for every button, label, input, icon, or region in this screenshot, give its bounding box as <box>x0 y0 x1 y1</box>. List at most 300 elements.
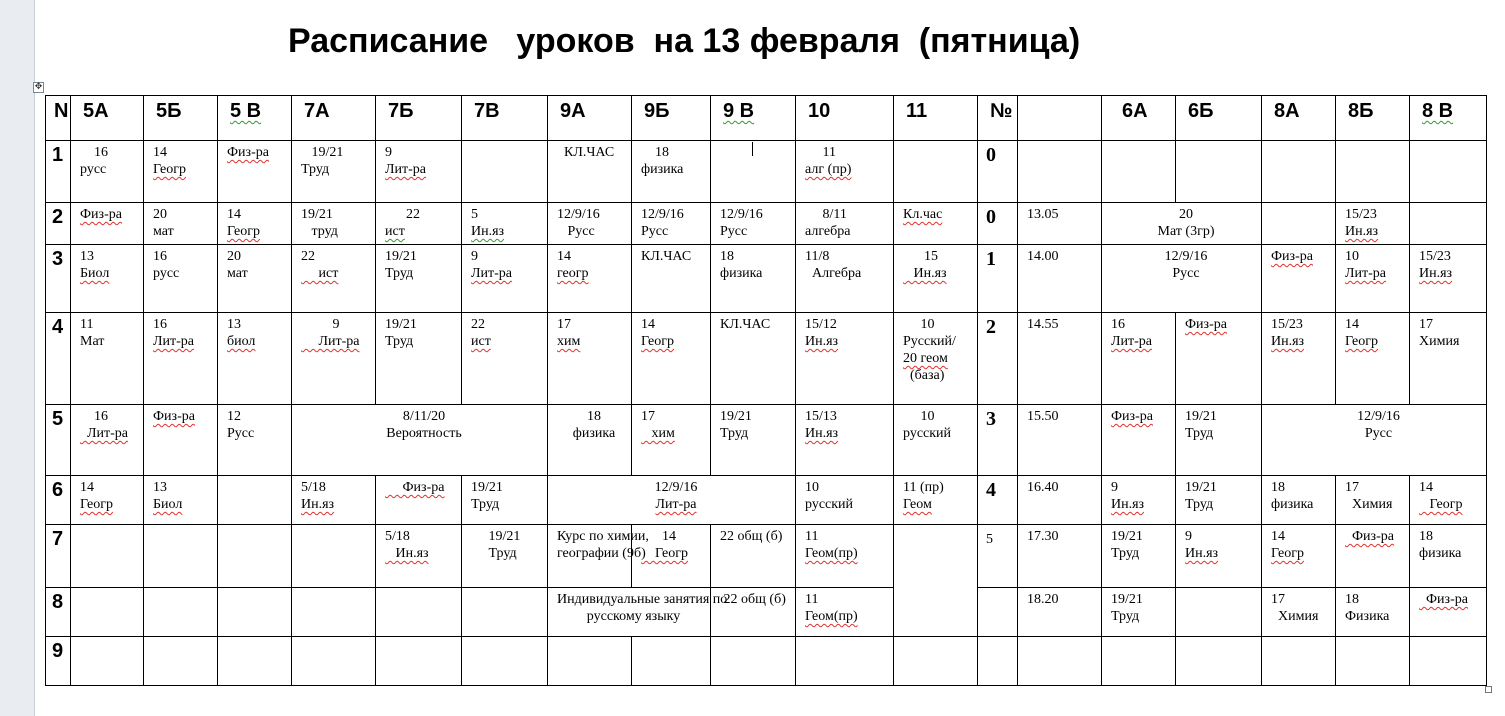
schedule-cell[interactable] <box>795 140 894 203</box>
cell-line: 10 <box>903 317 935 332</box>
column-header[interactable] <box>143 95 218 141</box>
schedule-cell[interactable] <box>1101 312 1176 405</box>
schedule-cell[interactable] <box>1175 404 1262 476</box>
column-header-label: 8А <box>1274 100 1300 122</box>
column-header-label: 6Б <box>1188 100 1214 122</box>
column-header[interactable] <box>1017 95 1102 141</box>
cell-line: 19/21 <box>1185 480 1217 495</box>
schedule-cell-merged[interactable] <box>547 524 649 588</box>
cell-line: Геогр <box>1419 497 1463 512</box>
schedule-cell[interactable] <box>631 202 711 245</box>
lesson-time: 14.55 <box>1017 312 1102 405</box>
cell-line: русс <box>80 162 107 177</box>
lesson-time <box>1017 636 1102 686</box>
schedule-cell[interactable] <box>461 202 548 245</box>
lesson-time: 14.00 <box>1017 244 1102 313</box>
schedule-cell[interactable] <box>1409 524 1487 588</box>
cell-line: 22 <box>385 207 420 222</box>
cell-line: 15/23 <box>1271 317 1303 332</box>
schedule-cell[interactable] <box>710 202 796 245</box>
lesson-number-right <box>977 587 1018 637</box>
cell-line: хим <box>641 426 675 441</box>
schedule-cell[interactable] <box>710 636 796 686</box>
cell-line: 14 <box>227 207 241 222</box>
column-header[interactable] <box>291 95 376 141</box>
schedule-cell[interactable] <box>631 244 711 313</box>
cell-line: 17 <box>557 317 571 332</box>
lesson-number-right: 2 <box>977 312 1018 405</box>
cell-line: Труд <box>1111 609 1140 624</box>
lesson-time: 17.30 <box>1017 524 1102 588</box>
schedule-cell[interactable] <box>461 636 548 686</box>
column-header-label: 9А <box>560 100 586 122</box>
schedule-cell[interactable] <box>143 475 218 525</box>
lesson-number-right: 1 <box>977 244 1018 313</box>
schedule-cell[interactable] <box>217 636 292 686</box>
schedule-cell[interactable] <box>1175 140 1262 203</box>
cell-line: Ин.яз <box>1419 266 1453 281</box>
column-header[interactable] <box>631 95 711 141</box>
cell-line: Химия <box>1271 609 1319 624</box>
schedule-cell[interactable] <box>143 202 218 245</box>
schedule-cell[interactable] <box>143 312 218 405</box>
lesson-time: 16.40 <box>1017 475 1102 525</box>
cell-line: 18 <box>1419 529 1433 544</box>
schedule-cell[interactable] <box>631 312 711 405</box>
schedule-cell-merged[interactable] <box>547 475 796 525</box>
column-header[interactable] <box>547 95 632 141</box>
cell-line: 11 <box>805 592 819 607</box>
schedule-cell[interactable] <box>461 312 548 405</box>
schedule-cell[interactable] <box>710 524 796 588</box>
lesson-number: 7 <box>45 524 71 588</box>
schedule-cell-merged[interactable] <box>291 404 548 476</box>
schedule-cell[interactable] <box>710 244 796 313</box>
cell-line: КЛ.ЧАС <box>720 317 771 332</box>
cell-line: Лит-ра <box>1345 266 1386 281</box>
schedule-cell-merged[interactable] <box>710 404 796 476</box>
cell-line: Труд <box>385 266 414 281</box>
schedule-cell[interactable] <box>1261 524 1336 588</box>
cell-line: Ин.яз <box>903 266 947 281</box>
cell-line: 15/13 <box>805 409 837 424</box>
cell-line: Труд <box>471 546 517 561</box>
schedule-cell[interactable] <box>143 636 218 686</box>
schedule-cell[interactable] <box>547 312 632 405</box>
schedule-cell[interactable] <box>547 140 632 203</box>
cell-line: Русс <box>557 224 595 239</box>
schedule-cell[interactable] <box>291 524 376 588</box>
schedule-cell[interactable] <box>1335 244 1410 313</box>
cell-line: 5/18 <box>385 529 410 544</box>
schedule-cell[interactable] <box>461 244 548 313</box>
cell-line: ист <box>385 224 405 239</box>
cell-line: Геогр <box>1345 334 1378 349</box>
lesson-time: 13.05 <box>1017 202 1102 245</box>
column-header[interactable] <box>977 95 1018 141</box>
schedule-cell[interactable] <box>893 312 978 405</box>
schedule-cell[interactable] <box>70 140 144 203</box>
schedule-cell[interactable] <box>795 475 894 525</box>
cell-line: мат <box>227 266 248 281</box>
cell-line: 14 <box>153 145 167 160</box>
schedule-cell[interactable] <box>461 140 548 203</box>
move-handle-icon[interactable]: ✥ <box>34 82 43 92</box>
cell-line: Биол <box>153 497 183 512</box>
cell-line: 12/9/16 <box>1164 249 1208 264</box>
schedule-cell[interactable] <box>70 475 144 525</box>
cell-line: Геогр <box>641 334 674 349</box>
cell-line: Мат <box>80 334 105 349</box>
schedule-cell[interactable] <box>291 587 376 637</box>
schedule-cell-merged[interactable] <box>547 404 632 476</box>
cell-line: Ин.яз <box>385 546 429 561</box>
cell-line: 14 <box>641 529 676 544</box>
lesson-number-right <box>977 636 1018 686</box>
schedule-cell[interactable] <box>795 524 894 588</box>
cell-line: Труд <box>471 497 500 512</box>
cell-line: 14 <box>80 480 94 495</box>
cell-line: 12/9/16 <box>557 207 600 222</box>
schedule-cell-merged[interactable] <box>631 404 711 476</box>
cell-line: 11 (пр) <box>903 480 944 495</box>
schedule-cell[interactable] <box>1409 587 1487 637</box>
cell-line: 22 общ (б) <box>720 592 786 607</box>
column-header[interactable] <box>893 95 978 141</box>
schedule-cell[interactable] <box>375 202 462 245</box>
column-header[interactable] <box>217 95 292 141</box>
schedule-cell[interactable] <box>70 636 144 686</box>
cell-line: 19/21 <box>1111 529 1143 544</box>
schedule-cell[interactable] <box>217 312 292 405</box>
schedule-cell[interactable] <box>375 587 462 637</box>
schedule-cell-merged[interactable] <box>547 587 728 637</box>
column-header-label: 10 <box>808 100 831 122</box>
schedule-cell[interactable] <box>893 140 978 203</box>
cell-line: 19/21 <box>1111 592 1143 607</box>
cell-line: 18 <box>641 145 669 160</box>
schedule-cell[interactable] <box>217 524 292 588</box>
cell-line: 14 <box>1345 317 1359 332</box>
cell-line: 19/21 <box>301 207 333 222</box>
cell-line: 19/21 <box>720 409 752 424</box>
cell-line: 13 <box>227 317 241 332</box>
cell-line: Физ-ра <box>153 409 195 424</box>
schedule-cell[interactable] <box>70 404 144 476</box>
schedule-cell[interactable] <box>1409 202 1487 245</box>
cell-line: 9 <box>1185 529 1192 544</box>
column-header-label: 11 <box>906 100 928 122</box>
schedule-cell[interactable] <box>893 636 978 686</box>
schedule-cell[interactable] <box>710 312 796 405</box>
schedule-cell[interactable] <box>217 140 292 203</box>
schedule-cell[interactable] <box>461 524 548 588</box>
cell-line: Труд <box>1111 546 1140 561</box>
schedule-cell[interactable] <box>1101 140 1176 203</box>
schedule-cell[interactable] <box>1175 475 1262 525</box>
schedule-cell-merged[interactable] <box>893 404 978 476</box>
cell-line: Физ-ра <box>1111 409 1153 424</box>
cell-line: 10 <box>805 480 819 495</box>
cell-line: 15/23 <box>1345 207 1377 222</box>
schedule-cell[interactable] <box>1101 587 1176 637</box>
schedule-cell[interactable] <box>547 202 632 245</box>
lesson-number-right: 3 <box>977 404 1018 476</box>
column-header[interactable] <box>1101 95 1176 141</box>
cell-line: Ин.яз <box>1111 497 1145 512</box>
schedule-cell[interactable] <box>375 312 462 405</box>
schedule-cell[interactable] <box>461 475 548 525</box>
cell-line: 11 <box>805 529 819 544</box>
column-header[interactable] <box>1409 95 1487 141</box>
cell-line: КЛ.ЧАС <box>641 249 692 264</box>
column-header[interactable] <box>795 95 894 141</box>
lesson-number: 1 <box>45 140 71 203</box>
lesson-number-right: 0 <box>977 140 1018 203</box>
schedule-cell[interactable] <box>143 524 218 588</box>
table-resize-handle[interactable] <box>1485 686 1492 693</box>
column-header[interactable] <box>70 95 144 141</box>
column-header-label: 8Б <box>1348 100 1374 122</box>
schedule-cell[interactable] <box>631 140 711 203</box>
cell-line: Лит-ра <box>471 266 512 281</box>
schedule-cell[interactable] <box>291 244 376 313</box>
cell-line: Лит-ра <box>1111 334 1152 349</box>
cell-line: Труд <box>720 426 749 441</box>
schedule-cell[interactable] <box>217 404 292 476</box>
schedule-cell[interactable] <box>1335 475 1410 525</box>
cell-line: физика <box>1419 546 1462 561</box>
schedule-cell[interactable] <box>217 587 292 637</box>
column-header-label: 9 В <box>723 100 755 122</box>
cell-line: КЛ.ЧАС <box>557 145 615 160</box>
schedule-cell[interactable] <box>893 244 978 313</box>
schedule-cell[interactable] <box>795 587 894 637</box>
cell-line: 11/8 <box>805 249 830 264</box>
cell-line: 5/18 <box>301 480 326 495</box>
cell-line: Мат (3гр) <box>1157 224 1215 239</box>
lesson-time <box>1017 140 1102 203</box>
column-header-label: 7В <box>474 100 500 122</box>
schedule-cell[interactable] <box>1335 202 1410 245</box>
schedule-cell[interactable] <box>795 244 894 313</box>
schedule-cell[interactable] <box>1261 244 1336 313</box>
cell-line: 15 <box>903 249 938 264</box>
column-header-label: 5А <box>83 100 109 122</box>
cell-line: 17 <box>1345 480 1359 495</box>
cell-line: 18 <box>1271 480 1285 495</box>
cell-line: физика <box>572 426 616 441</box>
column-header-label: N <box>54 100 69 122</box>
schedule-cell[interactable] <box>1175 636 1262 686</box>
cell-line: Геом(пр) <box>805 546 858 561</box>
cell-line: Русс <box>1364 426 1393 441</box>
cell-line: 20 <box>1179 207 1193 222</box>
schedule-cell[interactable] <box>217 244 292 313</box>
cell-line: 17 <box>641 409 655 424</box>
schedule-cell[interactable] <box>1101 404 1176 476</box>
schedule-cell[interactable] <box>1175 312 1262 405</box>
cell-line: 5 <box>471 207 478 222</box>
cell-line: русский <box>805 497 854 512</box>
column-header[interactable] <box>461 95 548 141</box>
schedule-cell[interactable] <box>70 312 144 405</box>
schedule-cell[interactable] <box>70 587 144 637</box>
cell-line: 13 <box>153 480 167 495</box>
cell-line: ист <box>471 334 491 349</box>
schedule-cell[interactable] <box>795 312 894 405</box>
cell-line: Физика <box>1345 609 1390 624</box>
cell-line: Геогр <box>227 224 260 239</box>
schedule-cell[interactable] <box>1335 312 1410 405</box>
column-header[interactable] <box>1335 95 1410 141</box>
column-header-label: 9Б <box>644 100 670 122</box>
lesson-time: 15.50 <box>1017 404 1102 476</box>
cell-line: 12 <box>227 409 241 424</box>
schedule-cell[interactable] <box>1261 636 1336 686</box>
cell-line: 16 <box>153 249 167 264</box>
schedule-cell[interactable] <box>1101 244 1262 313</box>
lesson-number-right: 0 <box>977 202 1018 245</box>
schedule-cell[interactable] <box>1409 140 1487 203</box>
lesson-number: 3 <box>45 244 71 313</box>
cell-line: физика <box>720 266 763 281</box>
column-header[interactable] <box>710 95 796 141</box>
schedule-cell[interactable] <box>70 524 144 588</box>
cell-line: (база) <box>903 368 945 383</box>
schedule-cell[interactable] <box>547 244 632 313</box>
schedule-cell[interactable] <box>291 636 376 686</box>
cell-line: 19/21 <box>385 249 417 264</box>
cell-line: 20 <box>153 207 167 222</box>
schedule-cell[interactable] <box>375 475 462 525</box>
cell-line: 14 <box>1271 529 1285 544</box>
schedule-cell[interactable] <box>375 636 462 686</box>
schedule-cell[interactable] <box>143 244 218 313</box>
schedule-cell[interactable] <box>1335 587 1410 637</box>
cell-line: 8/11 <box>805 207 847 222</box>
schedule-cell[interactable] <box>375 524 462 588</box>
cell-line: 19/21 <box>385 317 417 332</box>
document-left-margin <box>0 0 35 716</box>
schedule-cell[interactable] <box>1101 475 1176 525</box>
schedule-cell[interactable] <box>143 404 218 476</box>
column-header[interactable] <box>375 95 462 141</box>
page-title: Расписание уроков на 13 февраля (пятница) <box>288 22 1081 60</box>
schedule-cell[interactable] <box>1261 404 1487 476</box>
schedule-cell[interactable] <box>217 202 292 245</box>
cell-line: Русс <box>1172 266 1200 281</box>
cell-line: Физ-ра <box>1185 317 1227 332</box>
schedule-cell[interactable] <box>291 140 376 203</box>
schedule-cell[interactable] <box>710 140 796 203</box>
schedule-cell[interactable] <box>461 587 548 637</box>
schedule-cell[interactable] <box>143 587 218 637</box>
schedule-cell[interactable] <box>291 475 376 525</box>
cell-line: 19/21 <box>471 480 503 495</box>
schedule-cell[interactable] <box>795 202 894 245</box>
schedule-cell[interactable] <box>547 636 632 686</box>
schedule-cell[interactable] <box>1101 524 1176 588</box>
schedule-cell[interactable] <box>1409 636 1487 686</box>
cell-line: 10 <box>903 409 935 424</box>
cell-line: Русс <box>720 224 748 239</box>
column-header[interactable] <box>1175 95 1262 141</box>
cell-line: 17 <box>1419 317 1433 332</box>
schedule-cell[interactable] <box>375 140 462 203</box>
schedule-cell[interactable] <box>1261 140 1336 203</box>
cell-line: 14 <box>1419 480 1433 495</box>
schedule-cell[interactable] <box>1101 202 1262 245</box>
cell-line: Биол <box>80 266 110 281</box>
schedule-cell[interactable] <box>1335 140 1410 203</box>
schedule-cell[interactable] <box>70 244 144 313</box>
cell-line: 22 <box>471 317 485 332</box>
schedule-cell[interactable] <box>893 475 978 525</box>
schedule-cell[interactable] <box>291 312 376 405</box>
column-header-label: 8 В <box>1422 100 1454 122</box>
schedule-cell[interactable] <box>1335 636 1410 686</box>
cell-line: Физ-ра <box>1271 249 1313 264</box>
cell-line: Геогр <box>80 497 113 512</box>
lesson-number-right: 4 <box>977 475 1018 525</box>
schedule-cell[interactable] <box>1409 244 1487 313</box>
schedule-cell[interactable] <box>1101 636 1176 686</box>
schedule-cell[interactable] <box>291 202 376 245</box>
column-header[interactable] <box>1261 95 1336 141</box>
schedule-cell[interactable] <box>1261 475 1336 525</box>
cell-line: мат <box>153 224 174 239</box>
cell-line: 12/9/16 <box>1357 409 1400 424</box>
cell-line: Физ-ра <box>227 145 269 160</box>
schedule-cell[interactable] <box>217 475 292 525</box>
schedule-cell[interactable] <box>631 636 711 686</box>
schedule-cell[interactable] <box>1261 587 1336 637</box>
schedule-cell[interactable] <box>1261 202 1336 245</box>
cell-line: Русский/ <box>903 334 956 349</box>
column-header-label: 5Б <box>156 100 182 122</box>
schedule-cell[interactable] <box>70 202 144 245</box>
cell-line: 15/23 <box>1419 249 1451 264</box>
cell-line: Алгебра <box>805 266 862 281</box>
schedule-cell[interactable] <box>893 202 978 245</box>
schedule-cell[interactable] <box>1409 312 1487 405</box>
schedule-cell[interactable] <box>1261 312 1336 405</box>
schedule-cell[interactable] <box>143 140 218 203</box>
schedule-cell[interactable] <box>1175 524 1262 588</box>
cell-line: 9 <box>471 249 478 264</box>
schedule-cell[interactable] <box>375 244 462 313</box>
schedule-cell[interactable] <box>1335 524 1410 588</box>
schedule-cell[interactable] <box>1409 475 1487 525</box>
cell-line: 10 <box>1345 249 1359 264</box>
cell-line: Ин.яз <box>471 224 505 239</box>
cell-line: 16 <box>153 317 167 332</box>
cell-line: 11 <box>80 317 94 332</box>
cell-line: 16 <box>80 409 108 424</box>
cell-line: 14 <box>557 249 571 264</box>
schedule-cell-merged[interactable] <box>795 404 894 476</box>
schedule-cell[interactable] <box>1175 587 1262 637</box>
schedule-cell[interactable] <box>795 636 894 686</box>
cell-line: 20 геом <box>903 351 948 366</box>
schedule-cell-merged[interactable] <box>631 524 711 588</box>
cell-line: 12/9/16 <box>720 207 763 222</box>
cell-line: Ин.яз <box>805 426 839 441</box>
cell-line: труд <box>301 224 338 239</box>
column-header[interactable] <box>45 95 71 141</box>
cell-line: Геом <box>903 497 932 512</box>
